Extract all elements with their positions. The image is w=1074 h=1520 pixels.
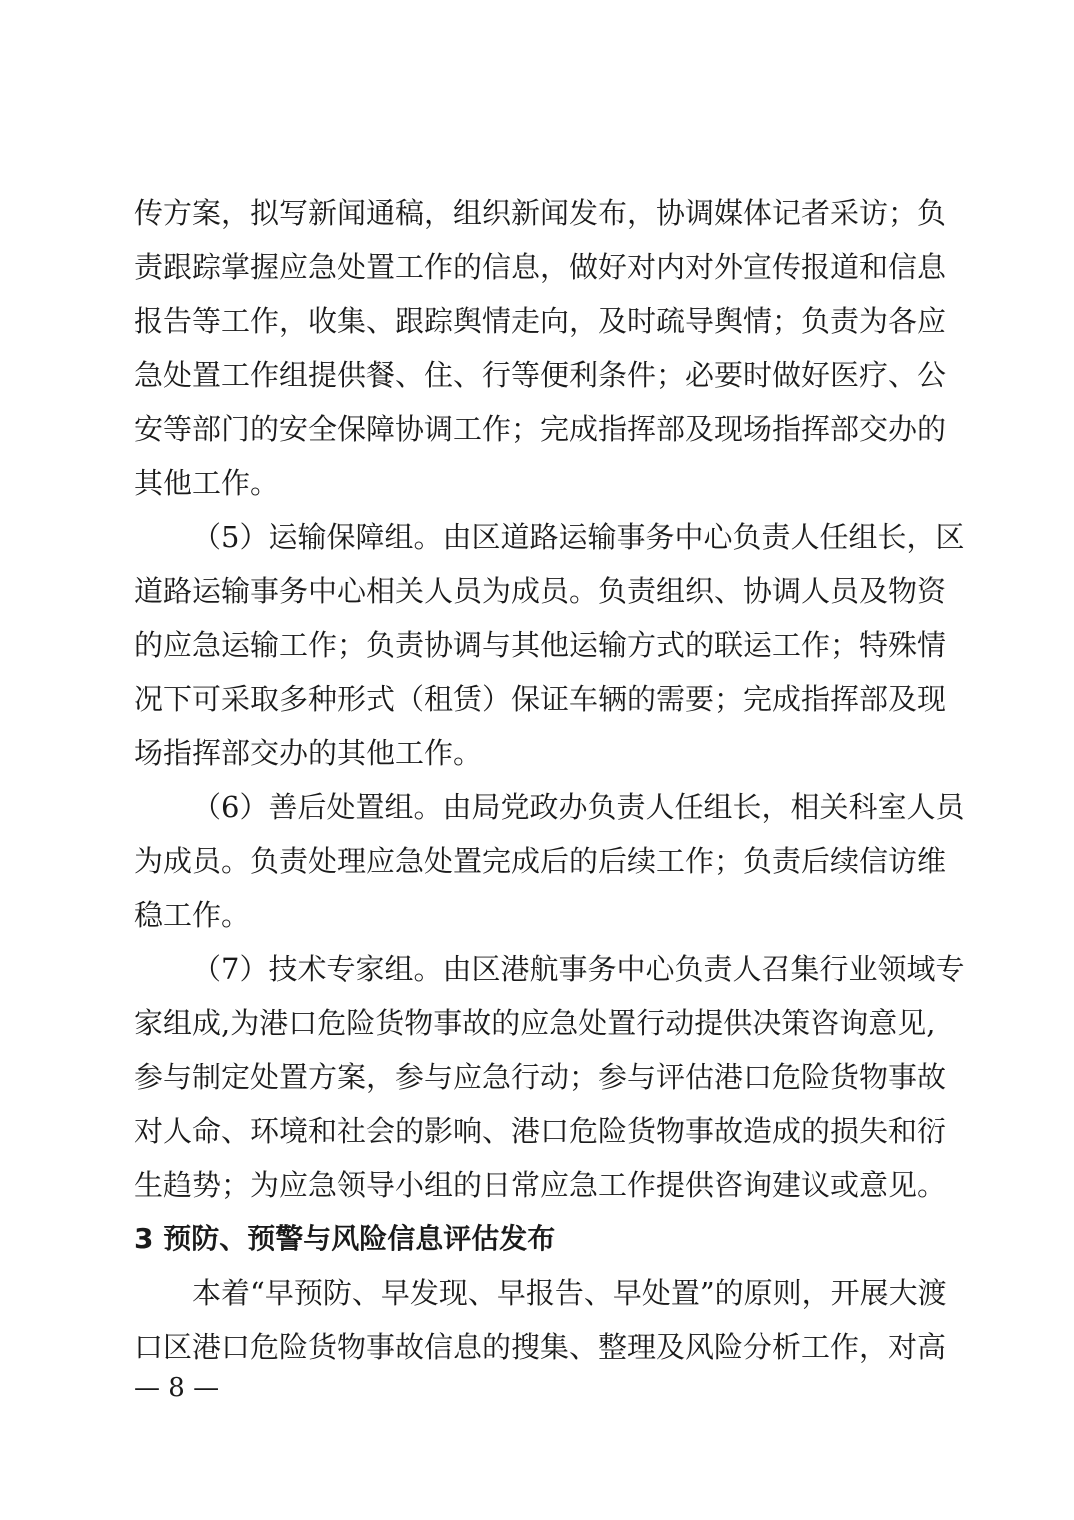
paragraph-line: 对人命、环境和社会的影响、港口危险货物事故造成的损失和衍	[134, 1114, 947, 1148]
paragraph-line: （5）运输保障组。由区道路运输事务中心负责人任组长，区	[192, 520, 965, 554]
paragraph-line: 责跟踪掌握应急处置工作的信息，做好对内对外宣传报道和信息	[134, 250, 947, 284]
page-number: — 8 —	[134, 1373, 220, 1403]
paragraph-line: 本着“早预防、早发现、早报告、早处置”的原则，开展大渡	[192, 1276, 947, 1310]
paragraph-line: 口区港口危险货物事故信息的搜集、整理及风险分析工作，对高	[134, 1330, 947, 1364]
paragraph-line: 况下可采取多种形式（租赁）保证车辆的需要；完成指挥部及现	[134, 682, 947, 716]
paragraph-line: 稳工作。	[134, 898, 251, 932]
paragraph-line: 生趋势；为应急领导小组的日常应急工作提供咨询建议或意见。	[134, 1168, 947, 1202]
paragraph-line: 安等部门的安全保障协调工作；完成指挥部及现场指挥部交办的	[134, 412, 947, 446]
paragraph-line: （7）技术专家组。由区港航事务中心负责人召集行业领域专	[192, 952, 965, 986]
paragraph-line: 的应急运输工作；负责协调与其他运输方式的联运工作；特殊情	[134, 628, 947, 662]
paragraph-line: 其他工作。	[134, 466, 280, 500]
paragraph-line: 道路运输事务中心相关人员为成员。负责组织、协调人员及物资	[134, 574, 947, 608]
paragraph-line: 家组成,为港口危险货物事故的应急处置行动提供决策咨询意见,	[134, 1006, 936, 1040]
paragraph-line: （6）善后处置组。由局党政办负责人任组长，相关科室人员	[192, 790, 965, 824]
paragraph-line: 为成员。负责处理应急处置完成后的后续工作；负责后续信访维	[134, 844, 947, 878]
section-heading: 3 预防、预警与风险信息评估发布	[134, 1222, 556, 1255]
paragraph-line: 参与制定处置方案，参与应急行动；参与评估港口危险货物事故	[134, 1060, 947, 1094]
paragraph-line: 传方案，拟写新闻通稿，组织新闻发布，协调媒体记者采访；负	[134, 196, 947, 230]
paragraph-line: 报告等工作，收集、跟踪舆情走向，及时疏导舆情；负责为各应	[134, 304, 947, 338]
paragraph-line: 急处置工作组提供餐、住、行等便利条件；必要时做好医疗、公	[134, 358, 947, 392]
paragraph-line: 场指挥部交办的其他工作。	[134, 736, 483, 770]
